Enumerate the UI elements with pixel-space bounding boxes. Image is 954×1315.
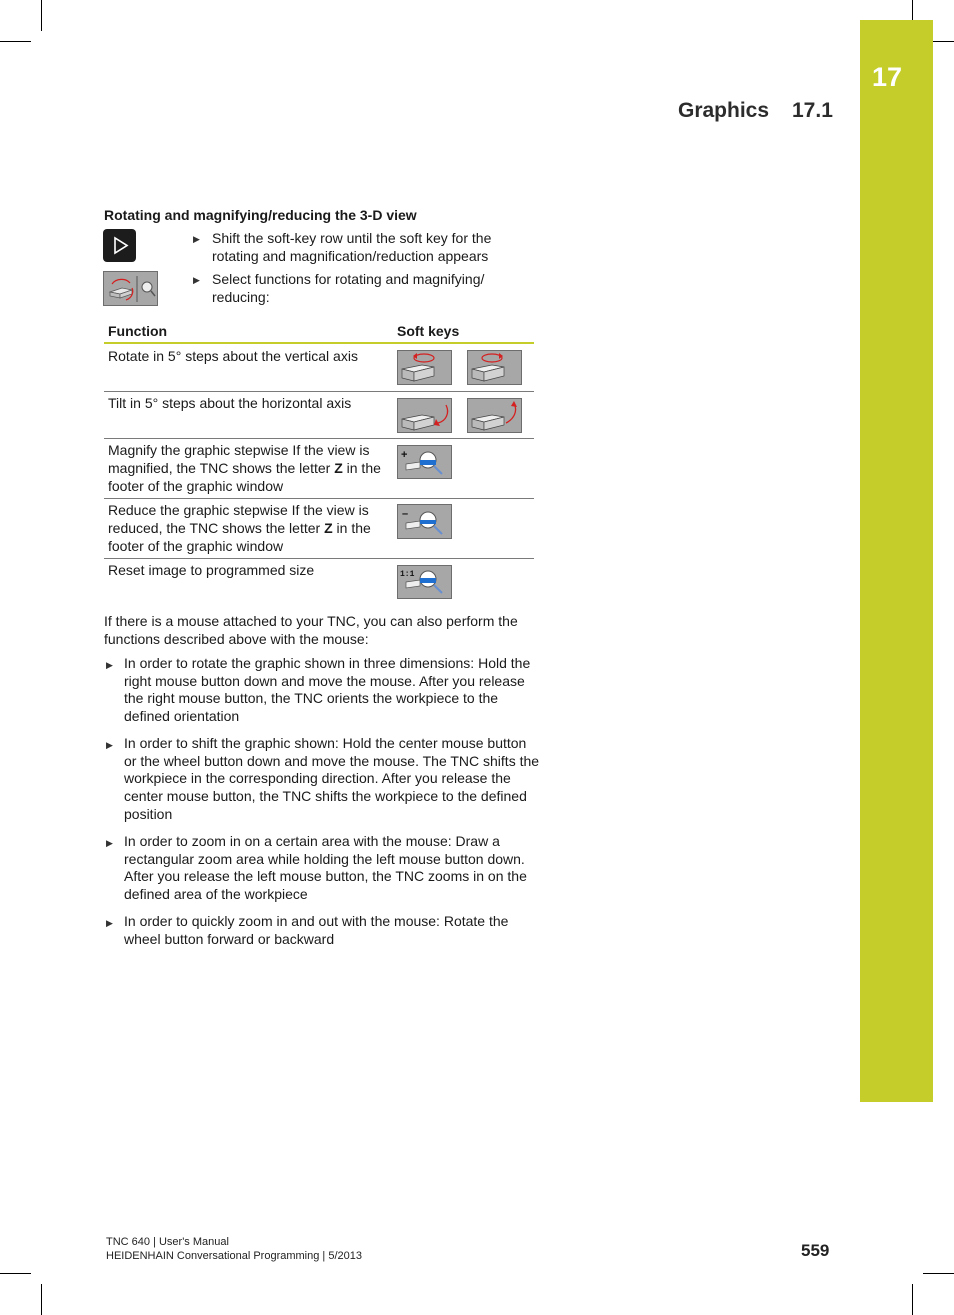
step-arrow-icon: ▶ [193, 275, 200, 285]
chapter-sidebar [860, 20, 933, 1102]
bullet-arrow-icon: ▶ [106, 918, 113, 928]
table-cell-function: Reset image to programmed size [108, 562, 315, 578]
zoom-reset-icon [398, 566, 451, 598]
table-row-rule [104, 391, 534, 392]
footer-line-1: TNC 640 | User's Manual [106, 1236, 229, 1248]
zoom-in-icon [398, 446, 451, 478]
footer-line-2: HEIDENHAIN Conversational Programming | 5/2013 [106, 1250, 362, 1262]
page-number: 559 [801, 1241, 830, 1260]
rotate-left-softkey[interactable] [397, 350, 452, 385]
table-cell-function: Rotate in 5° steps about the vertical axis [108, 348, 358, 364]
step-text: Shift the soft-key row until the soft key for the rotating and magnification/reduction appears [212, 230, 492, 264]
zoom-in-softkey[interactable] [397, 445, 452, 479]
crop-mark [0, 1273, 31, 1274]
tilt-up-softkey[interactable] [467, 398, 522, 433]
crop-mark [933, 41, 954, 42]
section-title: Graphics [678, 99, 770, 122]
crop-mark [41, 0, 42, 31]
play-icon [103, 229, 136, 262]
crop-mark [912, 1284, 913, 1315]
function-text: in the footer of the graphic window [108, 520, 371, 554]
list-item: In order to zoom in on a certain area with the mouse: Draw a rectangular zoom area while holding the left mouse button down. After you release the left mouse button, the TNC zooms in on the defined area of the workpiece [124, 833, 527, 903]
table-row-rule [104, 498, 534, 499]
rotate-left-icon [398, 351, 451, 384]
letter-z: Z [334, 460, 343, 476]
function-text: Reduce the graphic stepwise If the view is reduced, the TNC shows the letter [108, 502, 369, 536]
chapter-number: 17 [872, 62, 903, 92]
zoom-reset-label: 1:1 [400, 570, 415, 579]
bullet-arrow-icon: ▶ [106, 838, 113, 848]
crop-mark [41, 1284, 42, 1315]
letter-z: Z [324, 520, 333, 536]
bullet-arrow-icon: ▶ [106, 740, 113, 750]
function-text: in the footer of the graphic window [108, 460, 381, 494]
crop-mark [912, 0, 913, 20]
rotate-zoom-icon [104, 272, 157, 305]
mouse-intro: If there is a mouse attached to your TNC, you can also perform the functions described above with the mouse: [104, 613, 518, 647]
function-text: Magnify the graphic stepwise If the view is magnified, the TNC shows the letter [108, 442, 370, 476]
shift-softkey-row-key[interactable] [103, 229, 136, 262]
step-text: Select functions for rotating and magnifying/ reducing: [212, 271, 485, 305]
table-cell-function [108, 501, 383, 555]
table-header-softkeys: Soft keys [397, 323, 460, 339]
tilt-up-icon [468, 399, 521, 432]
tilt-down-icon [398, 399, 451, 432]
table-header-function: Function [108, 323, 168, 339]
bullet-arrow-icon: ▶ [106, 660, 113, 670]
subsection-title: Rotating and magnifying/reducing the 3-D view [104, 207, 417, 223]
crop-mark [0, 41, 31, 42]
zoom-out-label: – [402, 508, 409, 520]
table-row-rule [104, 558, 534, 559]
zoom-reset-softkey[interactable] [397, 565, 452, 599]
crop-mark [923, 1273, 954, 1274]
zoom-out-softkey[interactable] [397, 504, 452, 539]
rotate-zoom-softkey[interactable] [103, 271, 158, 306]
table-cell-function: Tilt in 5° steps about the horizontal axis [108, 395, 352, 411]
table-cell-function [108, 441, 383, 495]
section-number: 17.1 [792, 99, 833, 122]
table-row-rule [104, 438, 534, 439]
list-item: In order to shift the graphic shown: Hold the center mouse button or the wheel button down and move the mouse. The TNC shifts the workpiece in the corresponding direction. After you release the center mouse button, the TNC shifts the workpiece to the defined position [124, 735, 540, 822]
list-item: In order to quickly zoom in and out with the mouse: Rotate the wheel button forward or backward [124, 913, 509, 947]
zoom-in-label: + [401, 449, 408, 461]
list-item: In order to rotate the graphic shown in three dimensions: Hold the right mouse button down and move the mouse. After you release the right mouse button, the TNC orients the workpiece to the defined orientation [124, 655, 531, 725]
tilt-down-softkey[interactable] [397, 398, 452, 433]
step-arrow-icon: ▶ [193, 234, 200, 244]
zoom-out-icon [398, 505, 451, 538]
rotate-right-softkey[interactable] [467, 350, 522, 385]
table-header-rule [104, 342, 534, 344]
rotate-right-icon [468, 351, 521, 384]
